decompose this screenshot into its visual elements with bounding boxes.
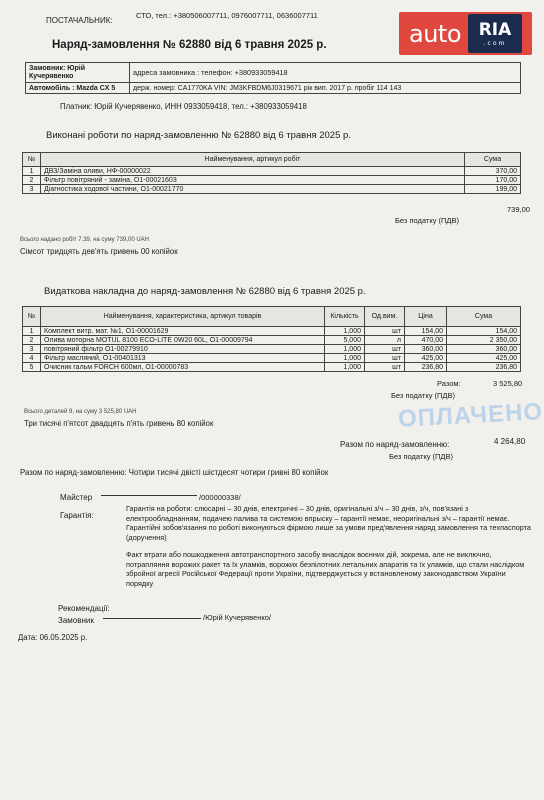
- parts-cell-unit: л: [365, 336, 405, 345]
- parts-cell-unit: шт: [365, 345, 405, 354]
- works-cell-num: 3: [23, 185, 41, 194]
- parts-cell-unit: шт: [365, 354, 405, 363]
- supplier-label: ПОСТАЧАЛЬНИК:: [46, 16, 113, 25]
- parts-cell-num: 2: [23, 336, 41, 345]
- parts-cell-name: Очисник гальм FORCH 600мл, О1-00000783: [41, 363, 325, 372]
- works-cell-name: Фільтр повітряний - заміна, О1-00021603: [41, 176, 465, 185]
- master-signature-line: [101, 495, 197, 496]
- parts-cell-price: 425,00: [405, 354, 447, 363]
- table-row: [23, 327, 521, 336]
- grand-total-label: Разом по наряд-замовленню:: [340, 440, 450, 449]
- payer-line: Платник: Юрій Кучерявенко, ИНН 0933059418, тел.: +380933059418: [60, 102, 307, 111]
- parts-header-price: Ціна: [405, 307, 447, 327]
- works-cell-sum: 370,00: [465, 167, 521, 176]
- parts-cell-num: 4: [23, 354, 41, 363]
- table-row: [23, 185, 521, 194]
- war-clause-text: Факт втрати або пошкодження автотранспортного засобу внаслідок воєнних дій, зокрема, але не виключно, потрапляння ворожих ракет та їх уламків, ворожих безпілотних летальних апаратів та їх уламків, що стали наслідком збройної агресії Російської Федерації проти України, підтверджується у встановленому законодавством України порядку: [126, 550, 525, 588]
- parts-header-unit: Од.вим.: [365, 307, 405, 327]
- parts-cell-price: 154,00: [405, 327, 447, 336]
- supplier-value: СТО, тел.: +380506007711, 0976007711, 0636007711: [136, 11, 318, 20]
- logo-ria-badge: [468, 14, 522, 53]
- autoria-logo: [399, 12, 532, 55]
- works-summary-small: Всього надано робіт 7.39, на суму 739,00 UAH: [20, 237, 149, 243]
- works-cell-sum: 170,00: [465, 176, 521, 185]
- guarantee-text: Гарантія на роботи: слюсарні – 30 днів, електричні – 30 днів, оригінальні з/ч – 30 днів, з/ч, пов'язані з електрообладнанням, подачею палива та системою впрыску – гарантії немає, неоригінальні з/ч – гарантії немає. Гарантійні зобов'язання по роботі виконуються фірмою лише за умови пред'явлення наряд замовлення та техпаспорта (доручення): [126, 504, 531, 542]
- master-label: Майстер: [60, 493, 93, 502]
- parts-cell-sum: 360,00: [447, 345, 521, 354]
- table-row: [23, 336, 521, 345]
- parts-tax-note: Без податку (ПДВ): [391, 391, 456, 400]
- parts-cell-num: 3: [23, 345, 41, 354]
- table-row: [23, 345, 521, 354]
- logo-com-text: .com: [483, 40, 507, 47]
- guarantee-label: Гарантія:: [60, 511, 94, 520]
- parts-cell-qty: 1,000: [325, 363, 365, 372]
- parts-header-qty: Кількість: [325, 307, 365, 327]
- parts-header-num: №: [23, 307, 41, 327]
- works-header-name: Найменування, артикул робіт: [41, 153, 465, 167]
- works-cell-num: 2: [23, 176, 41, 185]
- parts-cell-sum: 425,00: [447, 354, 521, 363]
- parts-cell-num: 5: [23, 363, 41, 372]
- table-row: [23, 363, 521, 372]
- works-header-sum: Сума: [465, 153, 521, 167]
- works-cell-name: Діагностика ходової частини, О1-00021770: [41, 185, 465, 194]
- parts-cell-num: 1: [23, 327, 41, 336]
- grand-total-words: Разом по наряд-замовленню: Чотири тисячі двісті шістдесят чотири гривні 80 копійок: [20, 468, 329, 477]
- parts-title: Видаткова накладна до наряд-замовлення № 62880 від 6 травня 2025 р.: [44, 286, 366, 297]
- client-value: /Юрій Кучерявенко/: [203, 613, 271, 622]
- parts-summary-words: Три тисячі п'ятсот двадцять п'ять гривень 80 копійок: [24, 419, 214, 428]
- works-cell-sum: 199,00: [465, 185, 521, 194]
- works-cell-num: 1: [23, 167, 41, 176]
- parts-total: 3 525,80: [493, 379, 523, 388]
- car-model: Автомобіль : Mazda CX 5: [26, 83, 130, 94]
- works-tax-note: Без податку (ПДВ): [395, 216, 460, 225]
- paid-stamp: ОПЛАЧЕНО: [397, 398, 544, 433]
- grand-tax-note: Без податку (ПДВ): [389, 452, 454, 461]
- customer-name: Замовник: Юрій Кучерявенко: [26, 63, 130, 83]
- parts-table: [22, 306, 521, 372]
- parts-cell-sum: 154,00: [447, 327, 521, 336]
- customer-table: [25, 62, 521, 94]
- table-row: [23, 354, 521, 363]
- car-detail: держ. номер: CA1770KA VIN: JM3KFBDM6J0319671 рік вип. 2017 р. пробіг 114 143: [130, 83, 521, 94]
- parts-cell-qty: 1,000: [325, 354, 365, 363]
- works-title: Виконані роботи по наряд-замовленню № 62880 від 6 травня 2025 р.: [46, 130, 351, 141]
- parts-cell-unit: шт: [365, 327, 405, 336]
- parts-cell-sum: 236,80: [447, 363, 521, 372]
- logo-ria-text: RIA: [478, 20, 512, 40]
- parts-cell-qty: 5,000: [325, 336, 365, 345]
- works-cell-name: ДВЗ/Заміна оливи, НФ-00000022: [41, 167, 465, 176]
- works-summary-words: Сімсот тридцять дев'ять гривень 00 копійок: [20, 247, 178, 256]
- parts-cell-price: 360,00: [405, 345, 447, 354]
- parts-cell-name: Комплект витр. мат. №1, О1-00001629: [41, 327, 325, 336]
- parts-cell-sum: 2 350,00: [447, 336, 521, 345]
- parts-cell-name: повітряний фільтр О1-00279910: [41, 345, 325, 354]
- parts-header-sum: Сума: [447, 307, 521, 327]
- master-value: /000000338/: [199, 493, 241, 502]
- parts-cell-qty: 1,000: [325, 345, 365, 354]
- parts-cell-unit: шт: [365, 363, 405, 372]
- table-row: [23, 167, 521, 176]
- parts-cell-price: 236,80: [405, 363, 447, 372]
- parts-cell-name: Олива моторна MOTUL 8100 ECO-LITE 0W20 60L, О1-00009794: [41, 336, 325, 345]
- client-label: Замовник: [58, 616, 94, 625]
- parts-cell-price: 470,00: [405, 336, 447, 345]
- parts-cell-name: Фільтр масляний, О1-00401313: [41, 354, 325, 363]
- document-date: Дата: 06.05.2025 р.: [18, 633, 88, 642]
- grand-total-value: 4 264,80: [494, 437, 526, 446]
- works-table: [22, 152, 521, 194]
- parts-summary-small: Всього деталей 9, на суму 3 525,80 UAH: [24, 409, 137, 415]
- client-signature-line: [103, 618, 201, 619]
- table-row: [23, 176, 521, 185]
- parts-header-name: Найменування, характеристика, артикул товарів: [41, 307, 325, 327]
- parts-cell-qty: 1,000: [325, 327, 365, 336]
- customer-address: адреса замовника : телефон: +380933059418: [130, 63, 521, 83]
- recommendations-label: Рекомендації:: [58, 604, 110, 613]
- works-total: 739,00: [507, 205, 530, 214]
- page-title: Наряд-замовлення № 62880 від 6 травня 2025 р.: [52, 39, 327, 51]
- works-header-num: №: [23, 153, 41, 167]
- logo-auto-text: auto: [409, 19, 462, 48]
- parts-total-label: Разом:: [437, 379, 461, 388]
